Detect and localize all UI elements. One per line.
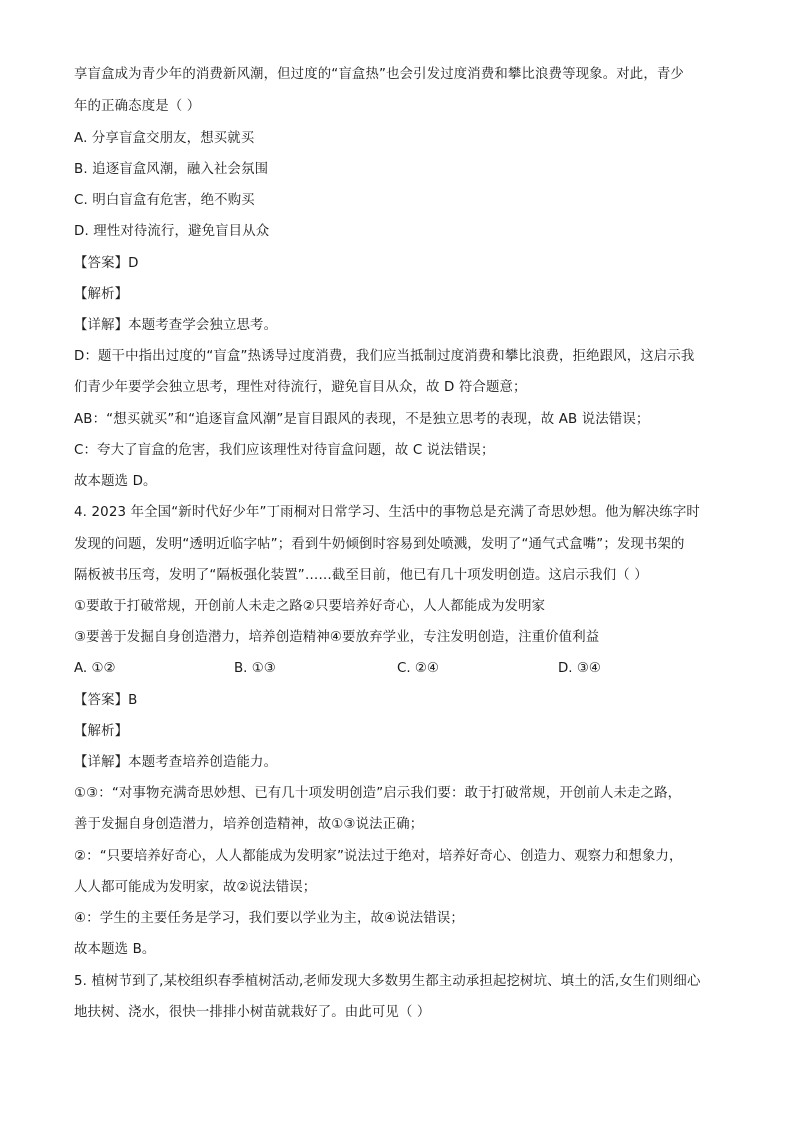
q3-analysis-label: 【解析】 — [74, 287, 129, 302]
q4-explain-line: 人人都可能成为发明家，故②说法错误； — [74, 880, 317, 895]
q4-conclusion: 故本题选 B。 — [74, 942, 156, 957]
q3-stem-line: 年的正确态度是（ ） — [74, 99, 201, 114]
q4-explain-line: ②：“只要培养好奇心，人人都能成为发明家”说法过于绝对，培养好奇心、创造力、观察力和想象力， — [74, 849, 683, 864]
q3-stem-line: 享盲盒成为青少年的消费新风潮，但过度的“盲盒热”也会引发过度消费和攀比浪费等现象。对此，青少 — [74, 67, 684, 82]
q4-answer: 【答案】B — [74, 693, 138, 708]
q3-conclusion: 故本题选 D。 — [74, 474, 157, 489]
q4-option-d: D. ③④ — [558, 661, 601, 676]
q4-explain-line: ①③：“对事物充满奇思妙想、已有几十项发明创造”启示我们要：敢于打破常规，开创前人未走之路， — [74, 786, 682, 801]
q4-stem-line: 隔板被书压弯，发明了“隔板强化装置”……截至目前，他已有几十项发明创造。这启示我们（ ） — [74, 568, 648, 583]
q3-explain-line: D：题干中指出过度的“盲盒”热诱导过度消费，我们应当抵制过度消费和攀比浪费，拒绝跟风，这启示我 — [74, 349, 695, 364]
q3-explain-line: AB：“想买就买”和“追逐盲盒风潮”是盲目跟风的表现，不是独立思考的表现，故 AB 说法错误； — [74, 412, 650, 427]
q4-detail: 【详解】本题考查培养创造能力。 — [74, 755, 278, 770]
q4-explain-line: 善于发掘自身创造潜力，培养创造精神，故①③说法正确； — [74, 817, 424, 832]
q4-explain-line: ④：学生的主要任务是学习，我们要以学业为主，故④说法错误； — [74, 911, 464, 926]
q4-statement-line: ③要善于发掘自身创造潜力，培养创造精神④要放弃学业，专注发明创造，注重价值利益 — [74, 630, 600, 645]
q4-stem-line: 发现的问题，发明“透明近临字帖”；看到牛奶倾倒时容易到处喷溅，发明了“通气式盒嘴”；发现书架的 — [74, 537, 685, 552]
q3-detail: 【详解】本题考查学会独立思考。 — [74, 318, 278, 333]
q3-option-c: C. 明白盲盒有危害，绝不购买 — [74, 193, 255, 208]
q4-stem-line: 4. 2023 年全国“新时代好少年”丁雨桐对日常学习、生活中的事物总是充满了奇思妙想。他为解决练字时 — [74, 505, 700, 520]
q3-explain-line: C：夸大了盲盒的危害，我们应该理性对待盲盒问题，故 C 说法错误； — [74, 443, 495, 458]
q3-option-d: D. 理性对待流行，避免盲目从众 — [74, 224, 270, 239]
q5-stem-line: 5. 植树节到了,某校组织春季植树活动,老师发现大多数男生都主动承担起挖树坑、填土的活,女生们则细心 — [74, 974, 701, 989]
q4-statement-line: ①要敢于打破常规，开创前人未走之路②只要培养好奇心，人人都能成为发明家 — [74, 599, 546, 614]
q5-stem-line: 地扶树、浇水，很快一排排小树苗就栽好了。由此可见（ ） — [74, 1005, 431, 1020]
q4-option-a: A. ①② — [74, 661, 116, 676]
q4-option-b: B. ①③ — [234, 661, 276, 676]
q4-option-c: C. ②④ — [397, 661, 439, 676]
q3-option-b: B. 追逐盲盒风潮，融入社会氛围 — [74, 162, 269, 177]
q3-explain-line: 们青少年要学会独立思考，理性对待流行，避免盲目从众，故 D 符合题意； — [74, 380, 527, 395]
q3-answer: 【答案】D — [74, 256, 139, 271]
q3-option-a: A. 分享盲盒交朋友，想买就买 — [74, 131, 255, 146]
q4-analysis-label: 【解析】 — [74, 724, 129, 739]
